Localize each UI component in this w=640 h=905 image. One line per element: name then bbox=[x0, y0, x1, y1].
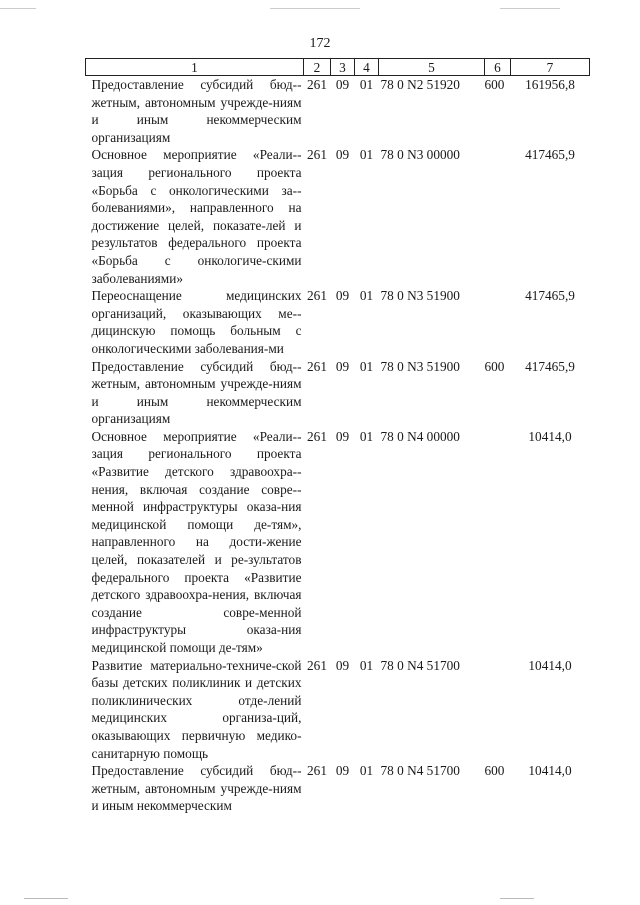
table-row bbox=[86, 146, 590, 287]
grbs-code: 261 bbox=[307, 288, 327, 304]
grbs-code: 261 bbox=[307, 428, 327, 444]
subsection-code: 01 bbox=[359, 657, 374, 673]
section-code: 09 bbox=[335, 428, 350, 444]
expense-type-code bbox=[485, 146, 511, 287]
scan-edge-mark bbox=[24, 898, 68, 899]
expense-type-code bbox=[485, 287, 511, 357]
section-code: 09 bbox=[335, 358, 350, 374]
amount: 417465,9 bbox=[525, 147, 575, 163]
scan-edge-mark bbox=[0, 8, 36, 9]
target-article-code: 78 0 N3 51900 bbox=[380, 358, 460, 374]
column-header: 1 bbox=[86, 59, 304, 76]
table-row bbox=[86, 287, 590, 357]
column-header: 3 bbox=[331, 59, 355, 76]
column-header: 2 bbox=[304, 59, 331, 76]
target-article-code: 78 0 N3 51900 bbox=[380, 288, 460, 304]
column-header: 4 bbox=[355, 59, 379, 76]
grbs-code: 261 bbox=[307, 358, 327, 374]
row-description: Предоставление субсидий бюд-жетным, автономным учрежде-ниям и иным некоммерческим bbox=[91, 763, 302, 814]
amount: 417465,9 bbox=[525, 358, 575, 374]
expense-type-code bbox=[485, 657, 511, 763]
section-code: 09 bbox=[335, 657, 350, 673]
amount: 10414,0 bbox=[528, 657, 572, 673]
expense-type-code: 600 bbox=[484, 763, 505, 779]
column-header: 6 bbox=[485, 59, 511, 76]
row-description: Предоставление субсидий бюд-жетным, автономным учрежде-ниям и иным некоммерческим организациям bbox=[91, 358, 302, 427]
amount: 161956,8 bbox=[525, 77, 575, 92]
amount: 10414,0 bbox=[528, 763, 572, 779]
subsection-code: 01 bbox=[359, 77, 374, 92]
section-code: 09 bbox=[335, 288, 350, 304]
subsection-code: 01 bbox=[359, 358, 374, 374]
scan-edge-mark bbox=[500, 898, 534, 899]
row-description: Основное мероприятие «Реали-зация регионального проекта «Развитие детского здравоохра-нения, включая создание совре-менной инфраструктуры оказа-ния медицинской помощи де-тям», направленного на дости-жение целей, показателей и ре-зультатов федерального проекта «Развитие детского здравоохра-нения, включая создание совре-менной инфраструктуры оказа-ния медицинской помощи де-тям» bbox=[91, 428, 302, 655]
budget-table bbox=[85, 58, 590, 815]
grbs-code: 261 bbox=[307, 77, 327, 92]
target-article-code: 78 0 N4 00000 bbox=[380, 428, 460, 444]
amount: 10414,0 bbox=[528, 428, 572, 444]
row-description: Основное мероприятие «Реали-зация регионального проекта «Борьба с онкологическими за-болеваниями», направленного на достижение целей, показате-лей и результатов федерального проекта «Борьба с онкологиче-скими заболеваниями» bbox=[91, 147, 302, 286]
grbs-code: 261 bbox=[307, 763, 327, 779]
expense-type-code: 600 bbox=[484, 77, 505, 92]
table-row bbox=[86, 657, 590, 763]
table-row bbox=[86, 358, 590, 428]
target-article-code: 78 0 N4 51700 bbox=[380, 657, 460, 673]
amount: 417465,9 bbox=[525, 288, 575, 304]
table-row bbox=[86, 76, 590, 147]
subsection-code: 01 bbox=[359, 288, 374, 304]
column-header: 5 bbox=[379, 59, 485, 76]
section-code: 09 bbox=[335, 77, 350, 92]
table-row bbox=[86, 762, 590, 815]
expense-type-code: 600 bbox=[484, 358, 505, 374]
row-description: Развитие материально-техниче-ской базы детских поликлиник и детских поликлинических отде-лений медицинских организа-ций, оказывающих первичную медико-санитарную помощь bbox=[91, 657, 302, 761]
table-header-row bbox=[86, 59, 590, 76]
subsection-code: 01 bbox=[359, 147, 374, 163]
section-code: 09 bbox=[335, 147, 350, 163]
grbs-code: 261 bbox=[307, 657, 327, 673]
row-description: Переоснащение медицинских организаций, оказывающих ме-дицинскую помощь больным с онкологическими заболевания-ми bbox=[91, 288, 302, 356]
target-article-code: 78 0 N4 51700 bbox=[380, 763, 460, 779]
table-row bbox=[86, 428, 590, 657]
target-article-code: 78 0 N3 00000 bbox=[380, 147, 460, 163]
row-description: Предоставление субсидий бюд-жетным, автономным учрежде-ниям и иным некоммерческим организациям bbox=[91, 77, 302, 145]
scan-edge-mark bbox=[270, 8, 360, 9]
subsection-code: 01 bbox=[359, 763, 374, 779]
scan-edge-mark bbox=[500, 8, 560, 9]
target-article-code: 78 0 N2 51920 bbox=[380, 77, 460, 92]
page-number: 172 bbox=[309, 36, 331, 51]
subsection-code: 01 bbox=[359, 428, 374, 444]
grbs-code: 261 bbox=[307, 147, 327, 163]
expense-type-code bbox=[485, 428, 511, 657]
section-code: 09 bbox=[335, 763, 350, 779]
column-header: 7 bbox=[511, 59, 590, 76]
